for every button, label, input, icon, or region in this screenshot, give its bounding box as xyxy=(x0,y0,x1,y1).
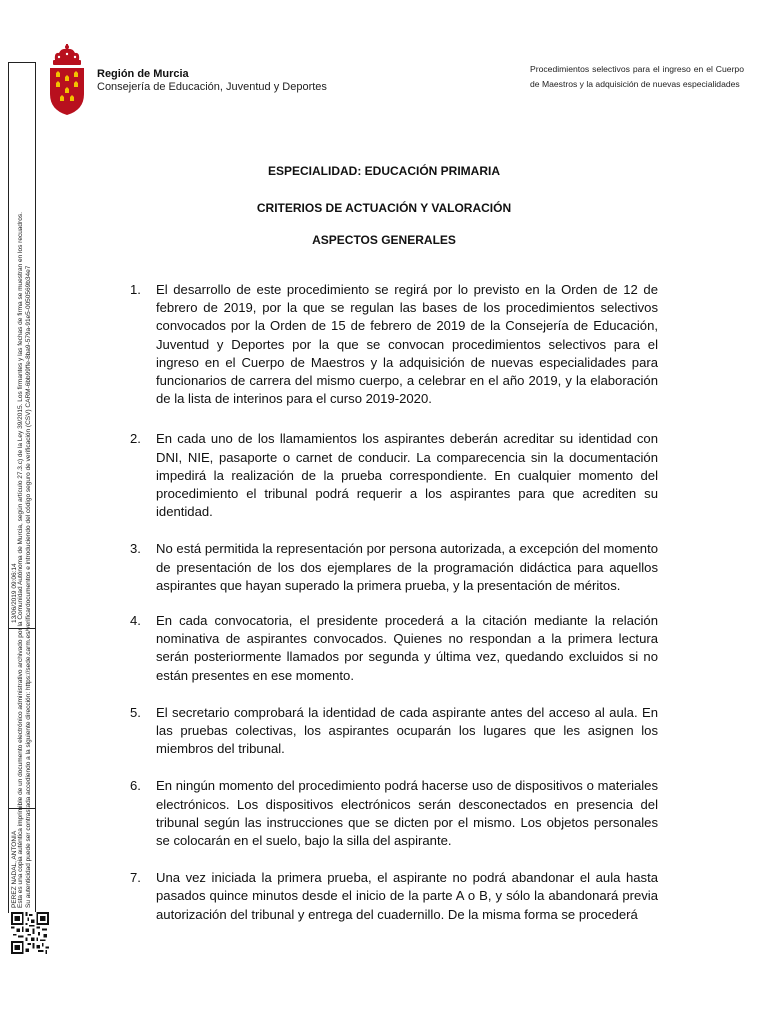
list-item xyxy=(130,612,658,685)
aspects-title: ASPECTOS GENERALES xyxy=(312,233,456,247)
item-number: 7. xyxy=(130,870,141,886)
region-murcia-coat-of-arms-icon xyxy=(46,44,88,116)
org-name: Región de Murcia xyxy=(97,68,189,80)
item-number: 3. xyxy=(130,541,141,557)
item-text: En ningún momento del procedimiento podrá hacerse uso de dispositivos o materiales electrónicos. Los dispositivos electrónicos serán desconectados en presencia del tribunal según las instrucciones que se dicten por el mismo. Los objetos personales se colocarán en el suelo, bajo la silla del aspirante. xyxy=(156,778,658,849)
organization-block xyxy=(97,68,327,94)
item-text: Una vez iniciada la primera prueba, el aspirante no podrá abandonar el aula hasta pasados quince minutos desde el inicio de la parte A o B, y sólo la abandonará previa autorización del tribunal y entrega del cuadernillo. De la misma forma se procederá xyxy=(156,870,658,922)
specialty-title: ESPECIALIDAD: EDUCACIÓN PRIMARIA xyxy=(267,164,500,178)
item-number: 4. xyxy=(130,613,141,629)
item-text: No está permitida la representación por persona autorizada, a excepción del momento de presentación de los dos ejemplares de la programación didáctica para aquellos aspirantes que hayan superado la primera prueba, y la presentación de méritos. xyxy=(156,541,658,593)
legal-verification-text-2: Su autenticidad puede ser contrastada accediendo a la siguiente dirección: https://sede.carm.es/verificardocumentos e introduciendo del código seguro de verificación (CSV) CARM-6bb99ffe-8ba9-579a-91e5-0050569b34e7 xyxy=(25,265,32,908)
item-number: 2. xyxy=(130,431,141,447)
item-text: El desarrollo de este procedimiento se regirá por lo previsto en la Orden de 12 de febrero de 2019, por la que se regulan las bases de los procedimientos selectivos convocados por la Orden de 15 de febrero de 2019 de la Consejería de Educación, Juventud y Deportes por la que se convocan procedimientos selectivos para el ingreso en el Cuerpo de Maestros y la adquisición de nuevas especialidades para funcionarios de carrera del mismo cuerpo, a celebrar en el año 2019, y la elaboración de la lista de interinos para el curso 2019-2020. xyxy=(156,282,658,407)
header-note: Procedimientos selectivos para el ingreso en el Cuerpo de Maestros y la adquisición de nuevas especialidades xyxy=(530,64,744,89)
signature-datetime: 13/06/2019 09:06:14 xyxy=(11,563,18,623)
list-item xyxy=(130,540,658,595)
item-text: En cada uno de los llamamientos los aspirantes deberán acreditar su identidad con DNI, NIE, pasaporte o carnet de conducir. La comparecencia sin la documentación impedirá la realización de la prueba correspondiente. En cualquier momento del procedimiento el tribunal podrá requerir a los aspirantes para que acrediten su identidad. xyxy=(156,431,658,520)
legal-verification-text-1: Esta es una copia auténtica imprimible de un documento electrónico administrativo archivado por la Comunidad Autónoma de Murcia, según artículo 27.3.c) de la Ley 39/2015. Los firmantes y las fechas de firma se muestran en los recuadros. xyxy=(17,212,24,908)
org-department: Consejería de Educación, Juventud y Deportes xyxy=(97,81,327,93)
item-number: 5. xyxy=(130,704,141,720)
item-number: 1. xyxy=(130,282,141,297)
signature-strip xyxy=(8,62,36,913)
qr-code-icon xyxy=(11,912,49,954)
list-item xyxy=(130,281,658,408)
list-item xyxy=(130,430,658,521)
list-item xyxy=(130,869,658,924)
item-text: En cada convocatoria, el presidente procederá a la citación mediante la relación nominativa de aspirantes convocados. Quienes no respondan a la primera lectura serán posteriormente llamados por segunda y última vez, quedando excluidos si no están presentes en ese momento. xyxy=(156,613,658,683)
list-item xyxy=(130,777,658,850)
criteria-list xyxy=(130,281,658,924)
signer-name: PEREZ NADAL, ANTONIA xyxy=(11,830,18,908)
item-text: El secretario comprobará la identidad de cada aspirante antes del acceso al aula. En las pruebas colectivas, los aspirantes ocuparán los lugares que les asignen los miembros del tribunal. xyxy=(156,704,658,757)
list-item xyxy=(130,704,658,759)
criteria-title: CRITERIOS DE ACTUACIÓN Y VALORACIÓN xyxy=(256,201,512,215)
item-number: 6. xyxy=(130,778,141,794)
